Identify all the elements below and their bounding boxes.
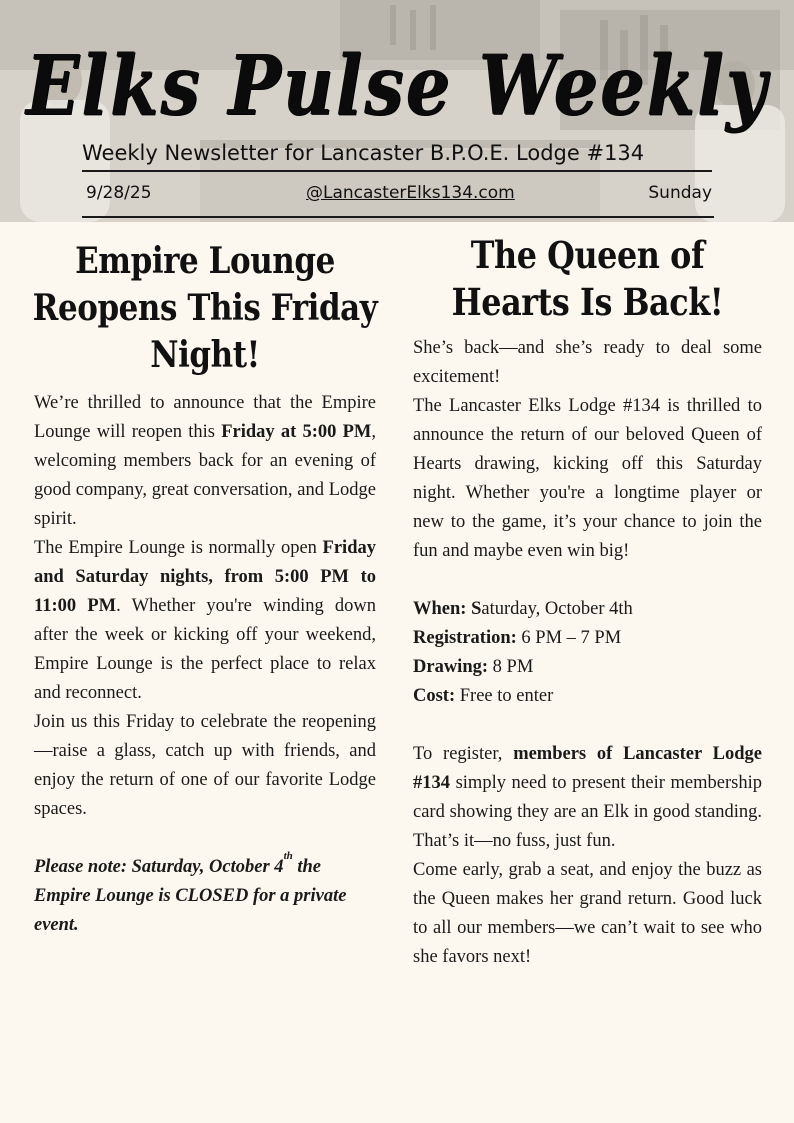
masthead-rule-bottom	[82, 216, 714, 218]
newsletter-subtitle: Weekly Newsletter for Lancaster B.P.O.E. Lodge #134	[82, 141, 645, 165]
event-detail-when: When: Saturday, October 4th	[413, 599, 633, 619]
left-article-headline: Empire Lounge Reopens This Friday Night!	[32, 240, 378, 376]
issue-day: Sunday	[648, 183, 712, 203]
right-paragraph-2: The Lancaster Elks Lodge #134 is thrilled to announce the return of our beloved Queen of Hearts drawing, kicking off this Saturday night. Whether you're a longtime player or new to the game, it’s your chance to join the fun and maybe even win big!	[413, 396, 762, 561]
event-detail-cost: Cost: Free to enter	[413, 686, 554, 706]
left-article-body	[34, 389, 376, 940]
event-detail-registration: Registration: 6 PM – 7 PM	[413, 628, 622, 648]
right-article	[413, 232, 762, 972]
left-paragraph-2: The Empire Lounge is normally open Friday and Saturday nights, from 5:00 PM to 11:00 PM. Whether you're winding down after the week or kicking off your weekend, Empire Lounge is the perfect place to relax and reconnect.	[34, 538, 376, 703]
closure-note: Please note: Saturday, October 4th the Empire Lounge is CLOSED for a private event.	[34, 850, 347, 935]
right-paragraph-4: Come early, grab a seat, and enjoy the buzz as the Queen makes her grand return. Good luck to all our members—we can’t wait to see who she favors next!	[413, 860, 762, 967]
event-detail-drawing: Drawing: 8 PM	[413, 657, 534, 677]
right-article-body	[413, 334, 762, 972]
right-paragraph-1: She’s back—and she’s ready to deal some excitement!	[413, 338, 762, 387]
issue-date: 9/28/25	[86, 183, 152, 203]
masthead-rule-top	[82, 170, 712, 172]
newsletter-title: Elks Pulse Weekly	[25, 36, 769, 134]
right-paragraph-3: To register, members of Lancaster Lodge #134 simply need to present their membership card showing they are an Elk in good standing. That’s it—no fuss, just fun.	[413, 744, 763, 851]
masthead-meta-row	[82, 183, 712, 207]
masthead	[0, 0, 794, 222]
left-article	[34, 232, 376, 940]
left-paragraph-1: We’re thrilled to announce that the Empire Lounge will reopen this Friday at 5:00 PM, welcoming members back for an evening of good company, great conversation, and Lodge spirit.	[34, 393, 376, 529]
right-article-headline: The Queen of Hearts Is Back!	[451, 233, 724, 324]
website-link[interactable]: @LancasterElks134.com	[306, 183, 515, 203]
left-paragraph-3: Join us this Friday to celebrate the reopening—raise a glass, catch up with friends, and enjoy the return of one of our favorite Lodge spaces.	[34, 712, 376, 819]
